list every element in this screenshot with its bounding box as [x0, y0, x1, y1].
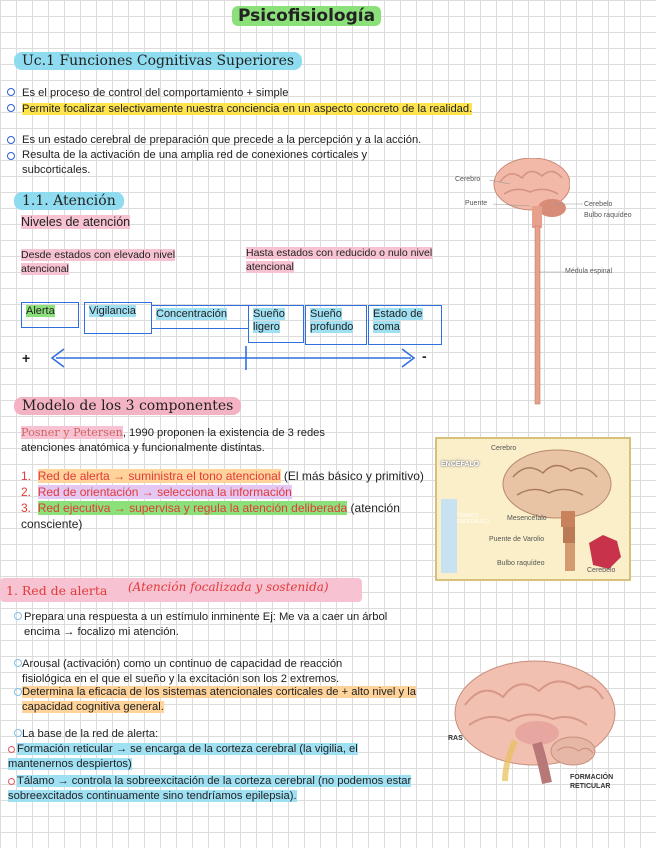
intro-bullet-3: Es un estado cerebral de preparación que precede a la percepción y a la acción. [22, 134, 422, 146]
prepara-text: Prepara una respuesta a un estímulo inminente Ej: Me va a caer un árbol encima → focalizo mi atención. [24, 611, 388, 638]
componente-3: 3. Red ejecutiva → supervisa y regula la atención deliberada (atención consciente) [21, 501, 400, 531]
spine-leader-lines [465, 180, 585, 275]
componente-1: 1. Red de alerta → suministra el tono atencional (El más básico y primitivo) [21, 469, 424, 483]
sub-bullet-icon [8, 778, 15, 785]
label-tronco: TRONCO ENCEFÁLICO [457, 513, 489, 525]
label-mesencefalo: Mesencéfalo [507, 515, 547, 522]
axis-minus: - [422, 348, 427, 364]
desde-text: Desde estados con elevado nivel atencional [21, 249, 176, 275]
label-enc-cerebelo: Cerebelo [587, 567, 616, 574]
label-cerebro: Cerebro [455, 176, 481, 183]
label-formacion-reticular: FORMACIÓN RETICULAR [570, 774, 614, 790]
level-estado-coma: Estado de coma [368, 305, 442, 345]
sub-bullet-icon [8, 746, 15, 753]
label-ras: RAS [448, 735, 463, 742]
label-puente: Puente [465, 200, 488, 207]
level-concentracion: Concentración [151, 305, 249, 329]
componentes-list [21, 468, 431, 532]
talamo-text: Tálamo → controla la sobreexcitación de la corteza cerebral (no podemos estar sobreexcitados continuamente sino tendríamos epilepsia). [8, 775, 412, 802]
axis-plus: + [22, 350, 31, 366]
section-uc-heading: Uc.1 Funciones Cognitivas Superiores [14, 52, 302, 70]
modelo-heading: Modelo de los 3 componentes [14, 397, 241, 415]
bullet-icon [14, 612, 22, 620]
intro-bullet-2: Permite focalizar selectivamente nuestra conciencia en un aspecto concreto de la realidad. [22, 103, 473, 115]
label-varolio: Puente de Varolio [489, 536, 545, 543]
bullet-icon [14, 688, 22, 696]
label-enc-cerebro: Cerebro [491, 445, 517, 452]
encephalon-diagram [435, 437, 631, 581]
level-vigilancia: Vigilancia [84, 302, 152, 334]
bullet-icon [14, 729, 22, 737]
attention-axis-arrow [46, 346, 426, 370]
determina-text: Determina la eficacia de los sistemas atencionales corticales de + alto nivel y la capacidad cognitiva general. [22, 686, 416, 713]
intro-bullet-1: Es el proceso de control del comportamiento + simple [22, 87, 289, 99]
bullet-icon [7, 88, 15, 96]
label-medula: Médula espinal [565, 268, 613, 275]
red-alerta-heading: 1. Red de alerta [6, 583, 108, 598]
formacion-text: Formación reticular → se encarga de la corteza cerebral (la vigilia, el mantenernos despiertos) [8, 743, 358, 770]
bullet-icon [7, 104, 15, 112]
level-sueno-profundo: Sueño profundo [305, 305, 367, 345]
posner-paragraph: Posner y Petersen, 1990 proponen la existencia de 3 redes atenciones anatómica y funcionalmente distintas. [21, 426, 325, 454]
bullet-icon [7, 136, 15, 144]
niveles-title: Niveles de atención [21, 215, 131, 229]
base-text: La base de la red de alerta: [22, 728, 159, 740]
componente-2: 2. Red de orientación → selecciona la información [21, 485, 292, 499]
red-alerta-handwritten: (Atención focalizada y sostenida) [128, 580, 329, 594]
label-bulbo: Bulbo raquídeo [584, 212, 632, 219]
bullet-icon [7, 152, 15, 160]
arousal-text: Arousal (activación) como un continuo de capacidad de reacción fisiológica en el que el sueño y la excitación son los 2 extremos. [22, 658, 343, 685]
bullet-icon [14, 659, 22, 667]
level-alerta: Alerta [21, 302, 79, 328]
label-enc-bulbo: Bulbo raquídeo [497, 560, 545, 567]
label-encefalo: ENCÉFALO [441, 461, 480, 468]
label-cerebelo: Cerebelo [584, 201, 613, 208]
level-sueno-ligero: Sueño ligero [248, 305, 304, 343]
section-atencion-heading: 1.1. Atención [14, 192, 124, 210]
encephalon-illustration [437, 439, 629, 579]
intro-bullet-4: Resulta de la activación de una amplia red de conexiones corticales y subcorticales. [22, 149, 368, 176]
page-title: Psicofisiología [232, 6, 381, 26]
hasta-text: Hasta estados con reducido o nulo nivel atencional [246, 247, 433, 273]
